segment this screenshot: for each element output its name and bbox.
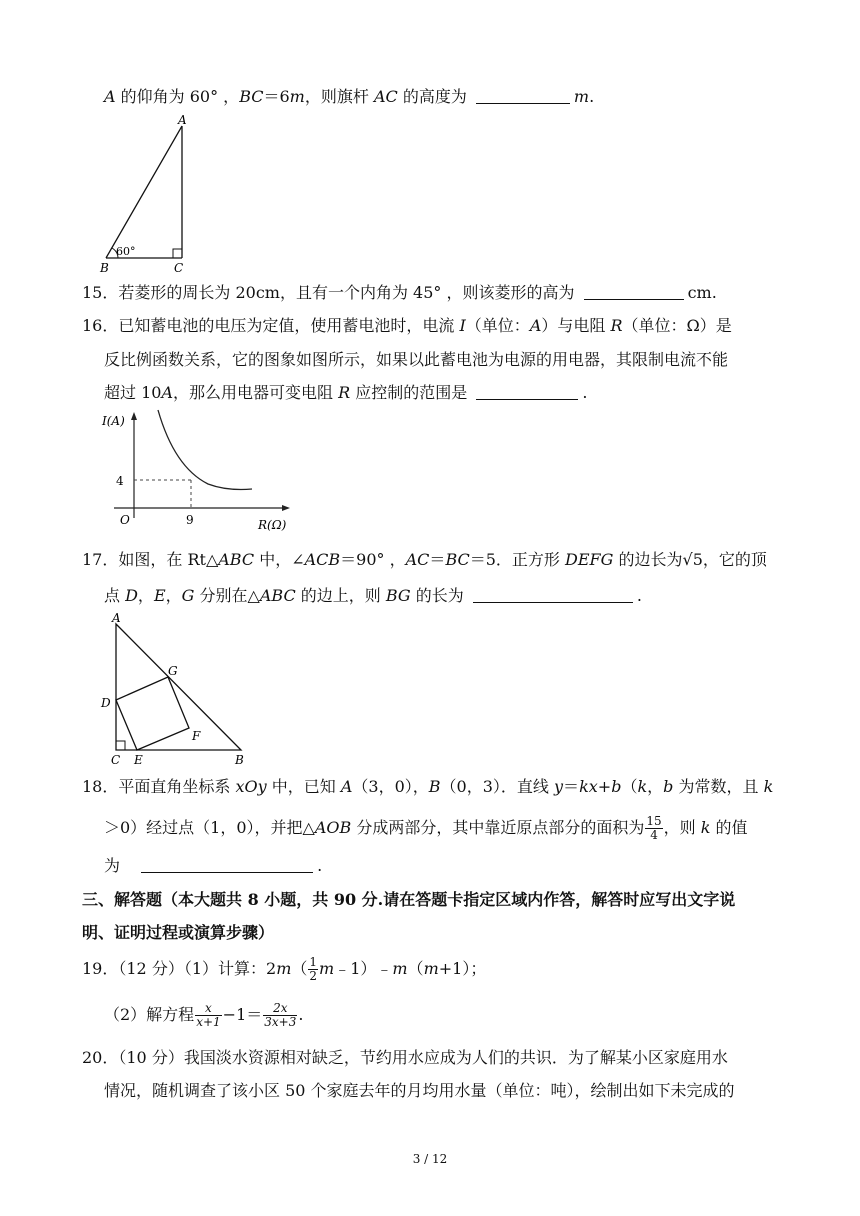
q16-number: 16． xyxy=(82,316,119,335)
q18-text: 为 xyxy=(104,856,121,875)
q16-origin-label: O xyxy=(120,513,130,527)
q16-text: （单位： xyxy=(465,316,530,335)
q18-fraction-numerator: 15 xyxy=(646,814,662,828)
q17-line2 xyxy=(104,585,642,607)
q17-text: 的长为 xyxy=(410,586,464,605)
q14-end: . xyxy=(589,87,595,106)
q18-var: xOy xyxy=(235,777,267,796)
q16-x-tick: 9 xyxy=(186,513,194,527)
q19-var: m xyxy=(423,959,439,978)
q19-part1 xyxy=(82,954,486,984)
q18-text: ，则 xyxy=(663,818,701,837)
q14-text-c: BC xyxy=(239,87,264,106)
q18-var: AOB xyxy=(314,818,352,837)
q18-line1 xyxy=(82,776,773,798)
q16-line2: 反比例函数关系，它的图象如图所示，如果以此蓄电池为电源的用电器，其限制电流不能 xyxy=(104,350,729,369)
q17-label-f: F xyxy=(192,729,201,743)
q16-unit-a: A xyxy=(529,316,542,335)
q19-end: . xyxy=(298,1005,304,1024)
q19-right-denominator: 3x+3 xyxy=(264,1015,297,1029)
q17-label-b: B xyxy=(235,753,244,767)
q17-text: ＝ xyxy=(429,550,446,569)
q16-line3 xyxy=(104,382,587,404)
q16-text: 应控制的范围是 xyxy=(350,383,468,402)
q16-text: ）与电阻 xyxy=(541,316,611,335)
q17-line1 xyxy=(82,549,767,571)
q18-number: 18． xyxy=(82,777,119,796)
q17-text: 如图，在 Rt△ xyxy=(118,550,219,569)
q16-answer-blank[interactable] xyxy=(476,383,578,400)
q18-text: ， xyxy=(647,777,664,796)
q16-var-r: R xyxy=(610,316,623,335)
q15-unit: cm. xyxy=(687,283,717,302)
q20-number: 20． xyxy=(82,1048,119,1067)
q17-end: . xyxy=(636,586,642,605)
q19-text: （12 分）（1）计算：2 xyxy=(118,959,277,978)
q17-label-d: D xyxy=(101,696,111,710)
q17-var: ABC xyxy=(218,550,255,569)
q19-var: m xyxy=(319,959,335,978)
q16-text: ，那么用电器可变电阻 xyxy=(173,383,339,402)
q18-var: k xyxy=(763,777,774,796)
q18-text: 平面直角坐标系 xyxy=(118,777,236,796)
q16-text: （单位：Ω）是 xyxy=(622,316,732,335)
q14-text-h: 的高度为 xyxy=(397,87,467,106)
q19-fraction-denominator: 2 xyxy=(309,969,318,983)
q17-number: 17． xyxy=(82,550,119,569)
q17-text: ＝90° ， xyxy=(340,550,406,569)
q16-y-tick: 4 xyxy=(116,474,124,488)
q18-text: ＝ xyxy=(563,777,580,796)
q18-text: 分成两部分，其中靠近原点部分的面积为 xyxy=(351,818,645,837)
q18-var: y xyxy=(554,777,564,796)
q19-equation-fraction-left xyxy=(195,1002,221,1029)
q18-text: ＞0）经过点（1，0），并把△ xyxy=(104,818,315,837)
q19-text: ﹣1）﹣ xyxy=(334,959,393,978)
q17-text: 点 xyxy=(104,586,126,605)
q19-fraction xyxy=(308,956,318,983)
q15-answer-blank[interactable] xyxy=(584,283,684,300)
q17-var: E xyxy=(153,586,166,605)
q18-line3 xyxy=(104,855,322,877)
q18-var: k xyxy=(637,777,648,796)
q17-text: 的边长为√5，它的顶 xyxy=(613,550,767,569)
q17-label-a: A xyxy=(112,611,121,625)
q17-var: ABC xyxy=(259,586,296,605)
q18-var: B xyxy=(428,777,441,796)
q14-label-b: B xyxy=(100,261,109,275)
q17-text: 分别在△ xyxy=(194,586,260,605)
q19-equation-fraction-right xyxy=(263,1002,297,1029)
q19-var: m xyxy=(392,959,408,978)
q18-line2 xyxy=(104,813,748,843)
q14-text-d: ＝6 xyxy=(263,87,290,106)
q17-answer-blank[interactable] xyxy=(473,586,633,603)
q19-text: （ xyxy=(291,959,308,978)
q17-text: 的边上，则 xyxy=(295,586,386,605)
q14-flagpole-figure xyxy=(96,112,192,276)
q17-label-c: C xyxy=(111,753,121,767)
q16-text: 已知蓄电池的电压为定值，使用蓄电池时，电流 xyxy=(118,316,460,335)
q19-number: 19． xyxy=(82,959,119,978)
section3-heading-line1: 三、解答题（本大题共 8 小题，共 90 分.请在答题卡指定区域内作答，解答时应写出文字说 xyxy=(82,890,736,909)
q18-text: （ xyxy=(621,777,638,796)
q20-line1 xyxy=(82,1047,728,1069)
q18-var: b xyxy=(611,777,622,796)
q16-inverse-function-graph xyxy=(100,408,300,532)
q18-var: b xyxy=(663,777,674,796)
q19-var: m xyxy=(276,959,292,978)
q17-var: BC xyxy=(445,550,470,569)
q14-answer-blank[interactable] xyxy=(476,87,570,104)
q14-text-g: AC xyxy=(373,87,398,106)
q17-text: ＝5．正方形 xyxy=(469,550,566,569)
q19-text: （2）解方程 xyxy=(104,1005,195,1024)
q16-text: 超过 10 xyxy=(104,383,162,402)
q18-text: （3，0）， xyxy=(352,777,429,796)
q16-y-axis-label: I(A) xyxy=(102,414,125,428)
q18-answer-blank[interactable] xyxy=(141,856,313,873)
q16-unit-a: A xyxy=(161,383,174,402)
q17-text: ， xyxy=(137,586,154,605)
q18-var: A xyxy=(340,777,353,796)
q18-fraction xyxy=(645,815,662,842)
q14-text-f: ，则旗杆 xyxy=(304,87,374,106)
q18-text: 为常数，且 xyxy=(673,777,764,796)
q16-line1 xyxy=(82,315,732,337)
q17-var: BG xyxy=(385,586,411,605)
q17-label-e: E xyxy=(134,753,143,767)
q19-text: −1＝ xyxy=(222,1005,263,1024)
q17-var: ACB xyxy=(304,550,341,569)
q19-left-numerator: x xyxy=(195,1002,221,1016)
q14-label-c: C xyxy=(174,261,184,275)
q17-label-g: G xyxy=(168,664,178,678)
page-number: 3 / 12 xyxy=(412,1152,448,1166)
q18-end: . xyxy=(317,856,323,875)
q18-text: + xyxy=(597,777,612,796)
q18-fraction-denominator: 4 xyxy=(650,828,658,842)
q19-text: （ xyxy=(407,959,424,978)
q16-var-r: R xyxy=(338,383,351,402)
q19-fraction-numerator: 1 xyxy=(309,955,318,969)
q16-x-axis-label: R(Ω) xyxy=(258,518,287,532)
q20-text: （10 分）我国淡水资源相对缺乏，节约用水应成为人们的共识．为了解某小区家庭用水 xyxy=(118,1048,728,1067)
q15-text: 若菱形的周长为 20cm，且有一个内角为 45° ，则该菱形的高为 xyxy=(118,283,575,302)
q15 xyxy=(82,282,717,304)
q19-part2 xyxy=(104,1000,303,1030)
q15-number: 15． xyxy=(82,283,119,302)
q17-text: ， xyxy=(165,586,182,605)
q18-text: （0，3）．直线 xyxy=(440,777,554,796)
q18-var: k xyxy=(700,818,711,837)
q16-end: . xyxy=(582,383,588,402)
q17-var: G xyxy=(181,586,195,605)
q19-left-denominator: x+1 xyxy=(196,1015,221,1029)
q19-text: +1）； xyxy=(438,959,487,978)
q18-var: kx xyxy=(579,777,598,796)
section3-heading-line2: 明、证明过程或演算步骤） xyxy=(82,923,275,942)
q14-label-a: A xyxy=(178,113,187,127)
q17-triangle-square-figure xyxy=(96,610,256,770)
q17-var: DEFG xyxy=(565,550,614,569)
q20-line2: 情况，随机调查了该小区 50 个家庭去年的月均用水量（单位：吨），绘制出如下未完成的 xyxy=(104,1081,735,1100)
q14-unit: m xyxy=(573,87,590,106)
q17-var: AC xyxy=(405,550,430,569)
q14-text-b: 的仰角为 60° ， xyxy=(115,87,240,106)
q16-var-i: I xyxy=(459,316,466,335)
q17-var: D xyxy=(125,586,138,605)
q14-angle-label: 60° xyxy=(116,245,136,258)
q14-text-e: m xyxy=(289,87,305,106)
q19-right-numerator: 2x xyxy=(263,1002,297,1016)
q14-tail xyxy=(104,86,594,108)
q18-text: 中，已知 xyxy=(266,777,341,796)
q14-text-a: A xyxy=(104,87,116,106)
q17-text: 中，∠ xyxy=(254,550,305,569)
q18-text: 的值 xyxy=(710,818,748,837)
